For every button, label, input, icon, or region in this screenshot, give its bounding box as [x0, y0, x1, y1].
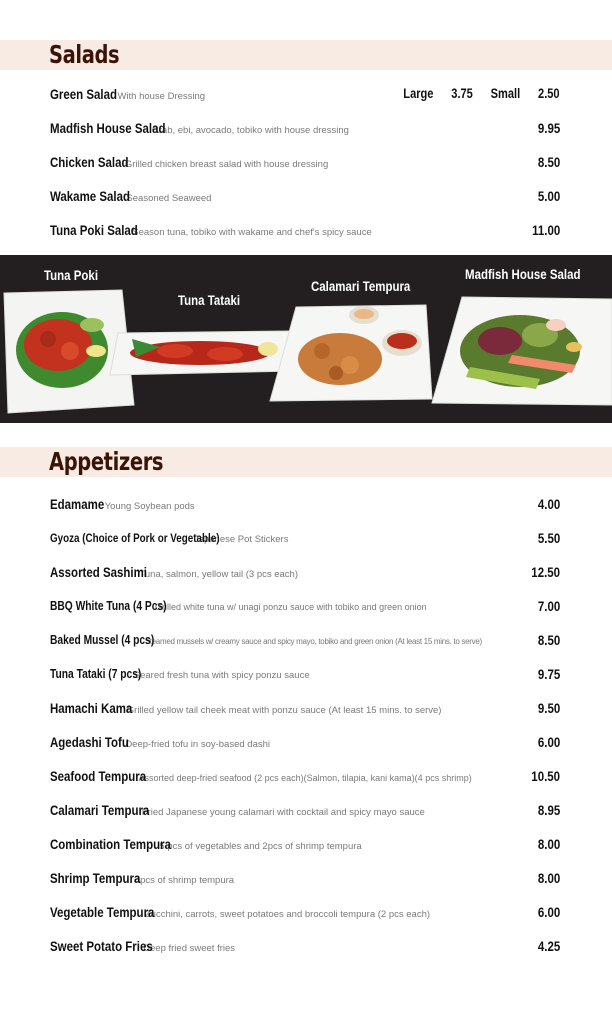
- item-description: Seared fresh tuna with spicy ponzu sauce: [133, 670, 310, 681]
- item-description: Assorted deep-fried seafood (2 pcs each)(Salmon, tilapia, kani kama)(4 pcs shrimp): [138, 773, 472, 783]
- item-name: Tuna Poki Salad: [50, 222, 138, 238]
- item-description: Deep-fried tofu in soy-based dashi: [125, 739, 271, 750]
- menu-item: [50, 186, 572, 206]
- item-name: Wakame Salad: [50, 188, 130, 204]
- calamari-tempura-photo: [270, 305, 432, 401]
- menu-item: [50, 118, 572, 138]
- appetizers-heading: Appetizers: [49, 447, 164, 476]
- food-photo-strip: [0, 255, 612, 423]
- item-price: 4.25: [537, 938, 560, 954]
- item-description: Fried Japanese young calamari with cocktail and spicy mayo sauce: [141, 807, 425, 818]
- menu-item: [50, 630, 572, 650]
- menu-item: [50, 834, 572, 854]
- item-description: Japanese Pot Stickers: [193, 534, 289, 545]
- item-price: 7.00: [537, 598, 560, 614]
- item-name: Sweet Potato Fries: [50, 938, 153, 954]
- item-description: Grilled chicken breast salad with house dressing: [124, 159, 329, 170]
- item-description: Grilled white tuna w/ unagi ponzu sauce with tobiko and green onion: [155, 602, 427, 612]
- menu-item: [50, 596, 572, 616]
- item-description: Grilled yellow tail cheek meat with ponzu sauce (At least 15 mins. to serve): [126, 705, 442, 716]
- item-price: 5.50: [537, 530, 560, 546]
- tuna-tataki-photo: [110, 331, 296, 375]
- menu-item: [50, 152, 572, 172]
- item-description: Season tuna, tobiko with wakame and chef's spicy sauce: [132, 227, 372, 238]
- photo-caption: Madfish House Salad: [465, 266, 581, 282]
- item-name: BBQ White Tuna (4 Pcs): [50, 599, 167, 613]
- madfish-salad-photo: [432, 297, 612, 405]
- item-price: Large 3.75 Small 2.50: [403, 86, 560, 101]
- item-description: Deep fried sweet fries: [143, 943, 236, 954]
- item-description: Tuna, salmon, yellow tail (3 pcs each): [139, 569, 298, 580]
- item-description: Crab, ebi, avocado, tobiko with house dressing: [151, 125, 349, 136]
- menu-item: [50, 528, 572, 548]
- item-name: Seafood Tempura: [50, 768, 147, 784]
- menu-item: [50, 902, 572, 922]
- salads-heading: Salads: [49, 40, 120, 69]
- menu-item: [50, 84, 572, 104]
- item-name: Agedashi Tofu: [50, 734, 129, 750]
- item-description: Steamed mussels w/ creamy sauce and spicy mayo, tobiko and green onion (At least 15 mins. to serve): [144, 637, 482, 646]
- item-price: 8.50: [537, 632, 560, 648]
- item-price: 6.00: [537, 734, 560, 750]
- item-name: Shrimp Tempura: [50, 870, 141, 886]
- item-price: 10.50: [531, 768, 560, 784]
- item-price: 11.00: [531, 222, 560, 238]
- menu-item: [50, 766, 572, 786]
- menu-item: [50, 220, 572, 240]
- item-price: 9.75: [537, 666, 560, 682]
- item-name: Tuna Tataki (7 pcs): [50, 667, 142, 681]
- photo-caption: Tuna Tataki: [178, 292, 241, 308]
- item-description: 4pcs of shrimp tempura: [134, 875, 235, 886]
- item-name: Edamame: [50, 496, 105, 512]
- menu-item: [50, 698, 572, 718]
- item-price: 12.50: [531, 564, 560, 580]
- photo-caption: Calamari Tempura: [311, 278, 411, 294]
- item-price: 5.00: [537, 188, 560, 204]
- item-name: Gyoza (Choice of Pork or Vegetable): [50, 531, 220, 545]
- menu-item: [50, 562, 572, 582]
- item-name: Baked Mussel (4 pcs): [50, 633, 155, 647]
- item-name: Green Salad: [50, 86, 117, 102]
- item-price: 8.00: [537, 836, 560, 852]
- item-description: With house Dressing: [117, 91, 206, 102]
- item-description: Young Soybean pods: [104, 501, 195, 512]
- menu-item: [50, 664, 572, 684]
- item-price: 9.95: [537, 120, 560, 136]
- item-description: 5 pcs of vegetables and 2pcs of shrimp tempura: [159, 841, 362, 852]
- item-name: Calamari Tempura: [50, 802, 150, 818]
- menu-item: [50, 936, 572, 956]
- item-description: Seasoned Seaweed: [126, 193, 212, 204]
- item-name: Chicken Salad: [50, 154, 129, 170]
- item-price: 8.95: [537, 802, 560, 818]
- item-price: 6.00: [537, 904, 560, 920]
- item-name: Vegetable Tempura: [50, 904, 155, 920]
- item-price: 9.50: [537, 700, 560, 716]
- item-price: 4.00: [537, 496, 560, 512]
- item-name: Hamachi Kama: [50, 700, 133, 716]
- item-description: Zucchini, carrots, sweet potatoes and broccoli tempura (2 pcs each): [144, 909, 431, 920]
- menu-item: [50, 494, 572, 514]
- item-name: Combination Tempura: [50, 836, 171, 852]
- item-name: Madfish House Salad: [50, 120, 166, 136]
- menu-item: [50, 868, 572, 888]
- item-price: 8.00: [537, 870, 560, 886]
- menu-item: [50, 800, 572, 820]
- item-price: 8.50: [537, 154, 560, 170]
- menu-item: [50, 732, 572, 752]
- photo-caption: Tuna Poki: [44, 267, 99, 283]
- item-name: Assorted Sashimi: [50, 564, 147, 580]
